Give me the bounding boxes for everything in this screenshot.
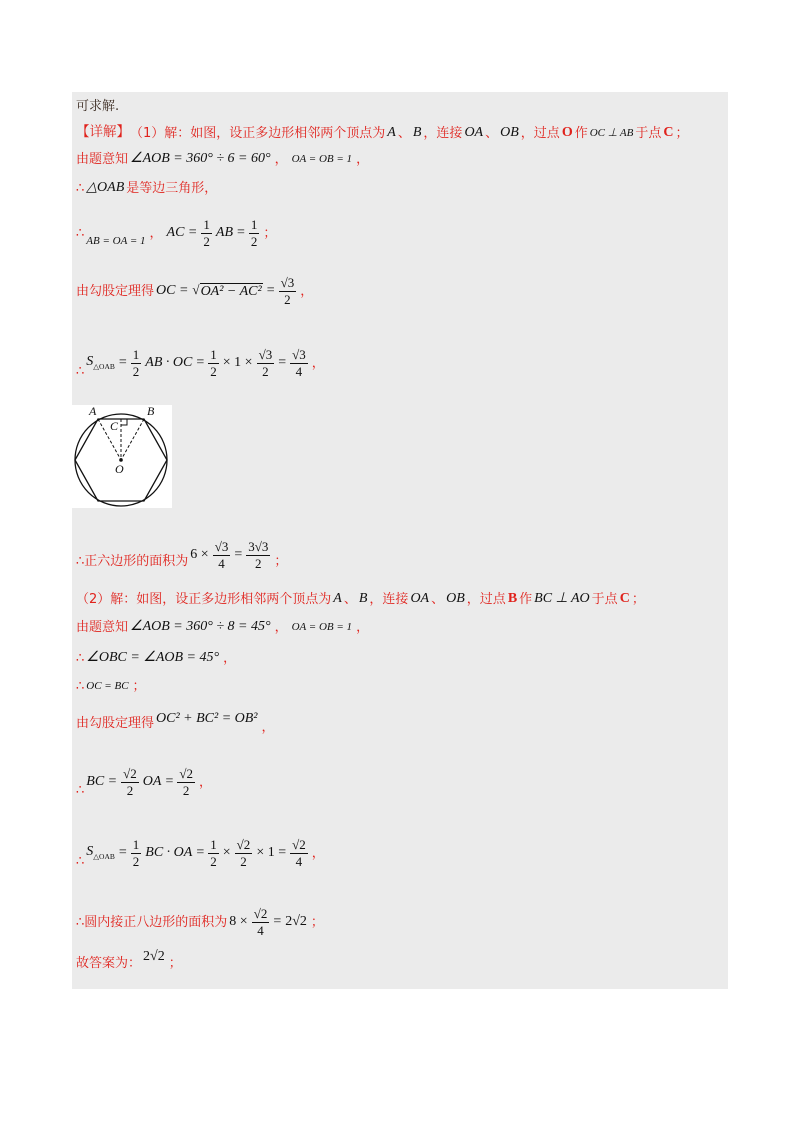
bc-oa: BC · OA — [145, 845, 193, 861]
s: S — [86, 844, 94, 860]
semicolon: ； — [168, 955, 182, 971]
separator: 、 — [485, 125, 499, 141]
semicolon: ； — [631, 591, 645, 607]
equilateral-text: 是等边三角形， — [126, 180, 218, 196]
bc-line — [76, 767, 214, 797]
answer-value: 2√2 — [143, 949, 165, 964]
part2-heading: （2）解：如图，设正多边形相邻两个顶点为 — [76, 591, 332, 607]
area-line-2 — [76, 838, 327, 868]
radicand: OA² − AC² — [200, 283, 262, 299]
sqrt2-over-4 — [252, 907, 270, 937]
ab-term: AB — [215, 225, 233, 241]
equals: = — [278, 355, 287, 371]
den: 2 — [210, 853, 217, 869]
num: √2 — [179, 766, 193, 781]
area-symbol — [86, 845, 115, 860]
semicolon: ； — [132, 679, 146, 694]
comma: ， — [149, 225, 163, 241]
angle-equation: ∠AOB = 360° ÷ 6 = 60° — [130, 151, 271, 166]
num: √2 — [236, 837, 251, 852]
ac-lhs: AC = — [166, 225, 198, 241]
given-text: 由题意知 — [76, 619, 129, 635]
equal-radii: OA = OB = 1 — [291, 152, 353, 165]
intro-text: 可求解. — [76, 99, 120, 114]
equal-radii-2: OA = OB = 1 — [291, 620, 353, 633]
connect-text: ，连接 — [423, 125, 463, 141]
separator: 、 — [343, 591, 357, 607]
pythagoras-text: 由勾股定理得 — [76, 715, 155, 731]
den: 2 — [126, 782, 134, 798]
semicolon: ； — [263, 225, 277, 241]
segment-ob: OB — [500, 125, 519, 140]
den: 2 — [132, 363, 140, 379]
half-fraction — [208, 838, 219, 868]
segment-ob: OB — [446, 591, 465, 606]
label-b: B — [147, 405, 155, 418]
s: S — [86, 354, 94, 370]
therefore: ∴ — [76, 853, 85, 869]
hexagon-area-text: ∴正六边形的面积为 — [76, 553, 189, 569]
oa-term: OA — [142, 774, 162, 790]
therefore: ∴ — [76, 180, 85, 196]
semicolon: ； — [274, 553, 288, 569]
num: √3 — [258, 347, 273, 362]
intro-line — [76, 100, 119, 113]
num: 3√3 — [248, 539, 269, 554]
make-text: 作 — [574, 125, 588, 141]
equals: = — [196, 845, 205, 861]
comma: ， — [198, 774, 212, 790]
octagon-area-text: ∴圆内接正八边形的面积为 — [76, 914, 228, 930]
den: 2 — [182, 782, 190, 798]
vertex-a: A — [333, 591, 342, 606]
den: 2 — [132, 853, 140, 869]
sqrt3-over-4 — [290, 348, 308, 378]
detail-tag: 【详解】 — [76, 124, 130, 141]
answer-lead: 故答案为： — [76, 955, 142, 971]
vertex-b: B — [358, 591, 368, 606]
comma: ， — [261, 719, 275, 735]
therefore: ∴ — [76, 782, 85, 798]
three-sqrt3-over-2 — [246, 540, 270, 570]
den: 2 — [255, 555, 262, 571]
equals: = — [273, 914, 282, 930]
den: 2 — [284, 291, 291, 307]
den: 2 — [203, 233, 210, 249]
comma: ， — [274, 151, 288, 167]
angle-line — [76, 152, 371, 166]
num: 1 — [132, 837, 140, 852]
perp-expression: OC ⊥ AB — [589, 126, 634, 139]
equals: = — [118, 355, 127, 371]
oc-equals-bc: OC = BC — [86, 680, 129, 692]
octagon-area-line — [76, 907, 326, 937]
comma: ， — [311, 355, 325, 371]
hexagon-diagram — [72, 405, 172, 508]
right-angle-mark — [121, 419, 127, 425]
sqrt3-over-4 — [213, 540, 231, 570]
num: √3 — [214, 539, 229, 554]
angle-equation-2: ∠AOB = 360° ÷ 8 = 45° — [130, 619, 271, 634]
half-fraction — [249, 218, 260, 248]
point-c: C — [619, 591, 630, 606]
ab-oc: AB · OC — [145, 355, 193, 371]
oc-lhs: OC = — [156, 283, 189, 299]
pythagoras-text: 由勾股定理得 — [76, 283, 155, 299]
part1-heading: （1）解：如图，设正多边形相邻两个顶点为 — [130, 125, 386, 141]
given-text: 由题意知 — [76, 151, 129, 167]
hexagon-area-line — [76, 540, 289, 570]
pythagoras-line-2 — [76, 711, 277, 735]
area-symbol — [86, 355, 115, 370]
therefore: ∴ — [76, 679, 85, 694]
den: 4 — [295, 363, 303, 379]
num: √2 — [292, 837, 306, 852]
octagon-area-value: 2√2 — [285, 914, 307, 930]
half-fraction — [131, 838, 142, 868]
num: 1 — [250, 217, 258, 232]
sqrt2-over-2 — [235, 838, 253, 868]
separator: 、 — [397, 125, 411, 141]
num: √2 — [123, 766, 137, 781]
num: 1 — [132, 347, 140, 362]
point-b: B — [507, 591, 518, 606]
equals: = — [234, 547, 243, 563]
answer-line — [76, 949, 184, 971]
bc-lhs: BC = — [86, 774, 118, 790]
num: 1 — [210, 837, 217, 852]
pythagoras-equation: OC² + BC² = OB² — [156, 711, 258, 726]
area-line — [76, 348, 327, 378]
vertex-a: A — [387, 125, 396, 140]
num: √3 — [292, 347, 306, 362]
six-times: 6 × — [190, 547, 209, 563]
label-a: A — [89, 405, 97, 418]
den: 2 — [240, 853, 247, 869]
comma: ， — [274, 619, 288, 635]
num: 1 — [203, 217, 210, 232]
den: 2 — [262, 363, 269, 379]
part2-heading-line — [76, 592, 645, 606]
s-subscript: △OAB — [93, 362, 115, 372]
den: 4 — [295, 853, 303, 869]
eight-times: 8 × — [229, 914, 248, 930]
therefore: ∴ — [76, 225, 85, 241]
perp-expression: BC ⊥ AO — [534, 591, 590, 606]
equals: = — [237, 225, 245, 241]
sqrt3-over-2 — [257, 348, 275, 378]
s-subscript: △OAB — [93, 852, 115, 862]
num: √3 — [280, 275, 295, 290]
label-c: C — [110, 419, 119, 433]
therefore: ∴ — [76, 363, 85, 379]
segment-oa: OA — [464, 125, 484, 140]
make-text: 作 — [519, 591, 533, 607]
at-point-text: 于点 — [591, 591, 618, 607]
den: 4 — [218, 555, 225, 571]
comma: ， — [311, 845, 325, 861]
equals: = — [118, 845, 127, 861]
oc-bc-line — [76, 680, 148, 693]
angle-obc: ∠OBC = ∠AOB = 45° — [86, 650, 220, 665]
comma: ， — [300, 283, 314, 299]
half-fraction — [131, 348, 142, 378]
comma: ， — [356, 151, 370, 167]
times: × — [222, 845, 231, 861]
den: 2 — [210, 363, 217, 379]
sqrt2-over-4 — [290, 838, 308, 868]
semicolon: ； — [675, 125, 689, 141]
den: 2 — [250, 233, 258, 249]
oc-line — [76, 276, 315, 306]
ac-line — [76, 218, 278, 248]
label-o: O — [115, 462, 124, 476]
sqrt3-over-2 — [279, 276, 297, 306]
sqrt2-over-2 — [121, 767, 139, 797]
equilateral-line — [76, 181, 217, 195]
triangle-oab: △OAB — [86, 180, 125, 195]
vertex-b: B — [412, 125, 422, 140]
times-one-equals: × 1 = — [256, 845, 287, 861]
through-point-text: ，过点 — [520, 125, 560, 141]
through-point-text: ，过点 — [466, 591, 506, 607]
half-fraction — [201, 218, 212, 248]
point-c: C — [663, 125, 674, 140]
connect-text: ，连接 — [369, 591, 409, 607]
angle-obc-line — [76, 651, 238, 665]
comma: ， — [223, 650, 237, 666]
point-o: O — [561, 125, 573, 140]
segment-oa: OA — [410, 591, 430, 606]
separator: 、 — [431, 591, 445, 607]
comma: ， — [356, 619, 370, 635]
ab-equation: AB = OA = 1 — [86, 234, 146, 247]
equals: = — [165, 774, 174, 790]
at-point-text: 于点 — [635, 125, 662, 141]
therefore: ∴ — [76, 650, 85, 666]
part1-heading-line — [76, 126, 688, 140]
half-fraction — [208, 348, 219, 378]
radical: √ — [192, 281, 200, 297]
equals: = — [196, 355, 205, 371]
sqrt-expression — [192, 283, 262, 299]
den: 4 — [257, 922, 264, 938]
times-one: × 1 × — [222, 355, 253, 371]
sqrt2-over-2 — [177, 767, 195, 797]
angle-line-2 — [76, 620, 371, 634]
equals: = — [266, 283, 275, 299]
hexagon-figure — [72, 405, 172, 508]
num: 1 — [210, 347, 217, 362]
semicolon: ； — [310, 914, 324, 930]
num: √2 — [253, 906, 268, 921]
